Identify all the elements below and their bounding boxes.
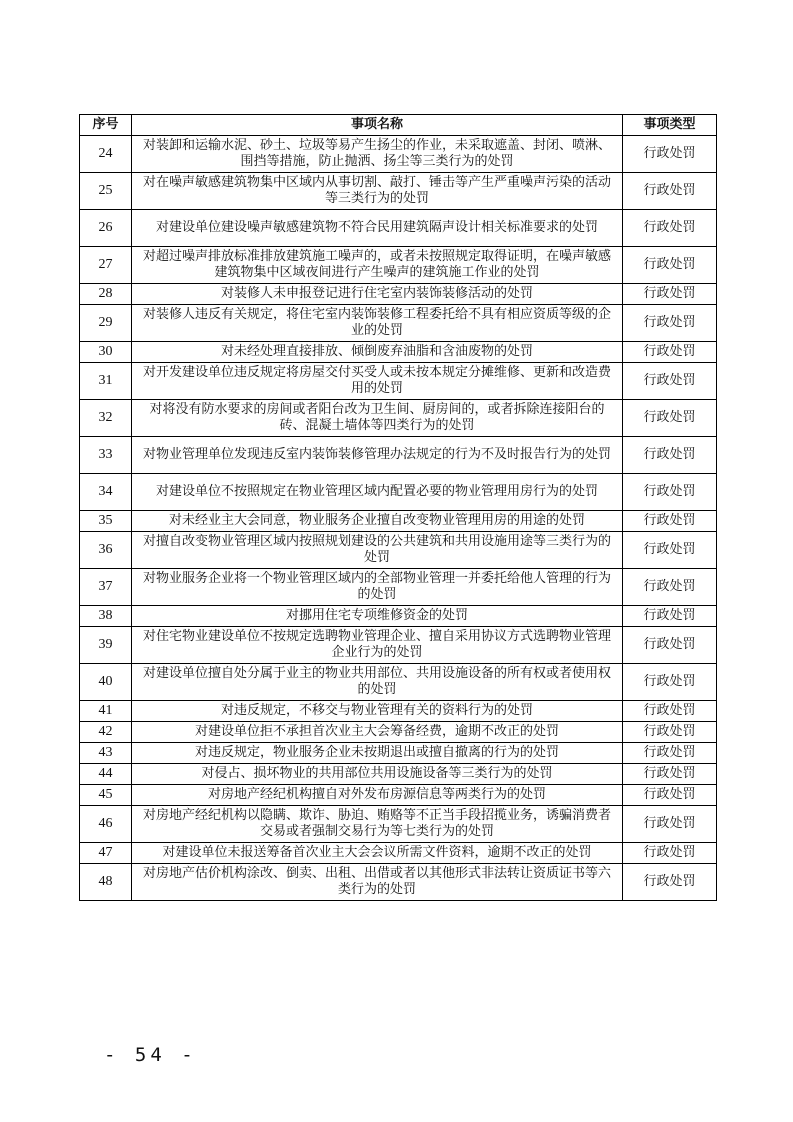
row-type: 行政处罚 (623, 627, 717, 664)
table-row (80, 864, 717, 901)
row-seq: 47 (80, 843, 132, 864)
row-seq: 24 (80, 136, 132, 173)
row-name: 对未经业主大会同意，物业服务企业擅自改变物业管理用房的用途的处罚 (132, 511, 623, 532)
table-row (80, 173, 717, 210)
header-seq: 序号 (80, 115, 132, 136)
row-seq: 48 (80, 864, 132, 901)
table-row (80, 722, 717, 743)
row-name: 对建设单位不按照规定在物业管理区域内配置必要的物业管理用房行为的处罚 (132, 474, 623, 511)
row-name: 对装修人违反有关规定，将住宅室内装饰装修工程委托给不具有相应资质等级的企业的处罚 (132, 305, 623, 342)
row-name: 对建设单位拒不承担首次业主大会筹备经费，逾期不改正的处罚 (132, 722, 623, 743)
row-name: 对在噪声敏感建筑物集中区域内从事切割、敲打、锤击等产生严重噪声污染的活动等三类行为的处罚 (132, 173, 623, 210)
row-type: 行政处罚 (623, 474, 717, 511)
row-name: 对将没有防水要求的房间或者阳台改为卫生间、厨房间的，或者拆除连接阳台的砖、混凝土墙体等四类行为的处罚 (132, 400, 623, 437)
row-name: 对超过噪声排放标准排放建筑施工噪声的，或者未按照规定取得证明，在噪声敏感建筑物集中区域夜间进行产生噪声的建筑施工作业的处罚 (132, 247, 623, 284)
row-seq: 46 (80, 806, 132, 843)
table-row (80, 743, 717, 764)
row-name: 对装卸和运输水泥、砂土、垃圾等易产生扬尘的作业，未采取遮盖、封闭、喷淋、围挡等措施，防止抛洒、扬尘等三类行为的处罚 (132, 136, 623, 173)
row-seq: 33 (80, 437, 132, 474)
row-seq: 35 (80, 511, 132, 532)
row-type: 行政处罚 (623, 843, 717, 864)
row-name: 对物业服务企业将一个物业管理区域内的全部物业管理一并委托给他人管理的行为的处罚 (132, 569, 623, 606)
row-seq: 43 (80, 743, 132, 764)
row-name: 对未经处理直接排放、倾倒废弃油脂和含油废物的处罚 (132, 342, 623, 363)
row-type: 行政处罚 (623, 247, 717, 284)
table-row (80, 701, 717, 722)
row-name: 对房地产经纪机构以隐瞒、欺诈、胁迫、贿赂等不正当手段招揽业务，诱骗消费者交易或者强制交易行为等七类行为的处罚 (132, 806, 623, 843)
row-seq: 42 (80, 722, 132, 743)
row-name: 对侵占、损坏物业的共用部位共用设施设备等三类行为的处罚 (132, 764, 623, 785)
table-row (80, 569, 717, 606)
table-row (80, 606, 717, 627)
header-type: 事项类型 (623, 115, 717, 136)
row-seq: 38 (80, 606, 132, 627)
row-type: 行政处罚 (623, 284, 717, 305)
table-row (80, 247, 717, 284)
row-type: 行政处罚 (623, 785, 717, 806)
matters-table (79, 114, 717, 901)
row-seq: 25 (80, 173, 132, 210)
row-type: 行政处罚 (623, 743, 717, 764)
row-type: 行政处罚 (623, 363, 717, 400)
row-name: 对挪用住宅专项维修资金的处罚 (132, 606, 623, 627)
table-row (80, 532, 717, 569)
row-name: 对违反规定，不移交与物业管理有关的资料行为的处罚 (132, 701, 623, 722)
row-name: 对建设单位擅自处分属于业主的物业共用部位、共用设施设备的所有权或者使用权的处罚 (132, 664, 623, 701)
table-row (80, 764, 717, 785)
row-seq: 30 (80, 342, 132, 363)
row-seq: 26 (80, 210, 132, 247)
table-row (80, 363, 717, 400)
row-type: 行政处罚 (623, 173, 717, 210)
row-type: 行政处罚 (623, 210, 717, 247)
table-row (80, 474, 717, 511)
row-seq: 40 (80, 664, 132, 701)
table-row (80, 284, 717, 305)
row-name: 对物业管理单位发现违反室内装饰装修管理办法规定的行为不及时报告行为的处罚 (132, 437, 623, 474)
row-seq: 34 (80, 474, 132, 511)
row-name: 对开发建设单位违反规定将房屋交付买受人或未按本规定分摊维修、更新和改造费用的处罚 (132, 363, 623, 400)
row-seq: 31 (80, 363, 132, 400)
table-row (80, 785, 717, 806)
table-row (80, 843, 717, 864)
table-row (80, 136, 717, 173)
row-name: 对装修人未申报登记进行住宅室内装饰装修活动的处罚 (132, 284, 623, 305)
table-header-row (80, 115, 717, 136)
header-name: 事项名称 (132, 115, 623, 136)
row-name: 对建设单位建设噪声敏感建筑物不符合民用建筑隔声设计相关标准要求的处罚 (132, 210, 623, 247)
row-type: 行政处罚 (623, 136, 717, 173)
page-number: - 54 - (104, 1044, 197, 1066)
row-seq: 37 (80, 569, 132, 606)
row-type: 行政处罚 (623, 864, 717, 901)
row-seq: 32 (80, 400, 132, 437)
table-row (80, 305, 717, 342)
row-seq: 29 (80, 305, 132, 342)
table-row (80, 400, 717, 437)
row-seq: 41 (80, 701, 132, 722)
table-body (80, 136, 717, 901)
table-row (80, 627, 717, 664)
row-seq: 44 (80, 764, 132, 785)
row-type: 行政处罚 (623, 722, 717, 743)
row-name: 对房地产经纪机构擅自对外发布房源信息等两类行为的处罚 (132, 785, 623, 806)
row-seq: 45 (80, 785, 132, 806)
row-type: 行政处罚 (623, 400, 717, 437)
row-type: 行政处罚 (623, 606, 717, 627)
row-type: 行政处罚 (623, 764, 717, 785)
row-type: 行政处罚 (623, 305, 717, 342)
row-type: 行政处罚 (623, 701, 717, 722)
table-row (80, 511, 717, 532)
row-type: 行政处罚 (623, 511, 717, 532)
row-seq: 36 (80, 532, 132, 569)
table-row (80, 210, 717, 247)
table-row (80, 342, 717, 363)
row-name: 对房地产估价机构涂改、倒卖、出租、出借或者以其他形式非法转让资质证书等六类行为的处罚 (132, 864, 623, 901)
row-type: 行政处罚 (623, 569, 717, 606)
row-type: 行政处罚 (623, 532, 717, 569)
matters-table-container (79, 114, 716, 901)
row-seq: 27 (80, 247, 132, 284)
table-row (80, 664, 717, 701)
row-type: 行政处罚 (623, 664, 717, 701)
row-type: 行政处罚 (623, 342, 717, 363)
row-name: 对擅自改变物业管理区域内按照规划建设的公共建筑和共用设施用途等三类行为的处罚 (132, 532, 623, 569)
row-name: 对建设单位未报送筹备首次业主大会会议所需文件资料，逾期不改正的处罚 (132, 843, 623, 864)
table-row (80, 806, 717, 843)
row-type: 行政处罚 (623, 437, 717, 474)
table-row (80, 437, 717, 474)
row-name: 对住宅物业建设单位不按规定选聘物业管理企业、擅自采用协议方式选聘物业管理企业行为的处罚 (132, 627, 623, 664)
row-seq: 39 (80, 627, 132, 664)
row-name: 对违反规定，物业服务企业未按期退出或擅自撤离的行为的处罚 (132, 743, 623, 764)
row-seq: 28 (80, 284, 132, 305)
row-type: 行政处罚 (623, 806, 717, 843)
